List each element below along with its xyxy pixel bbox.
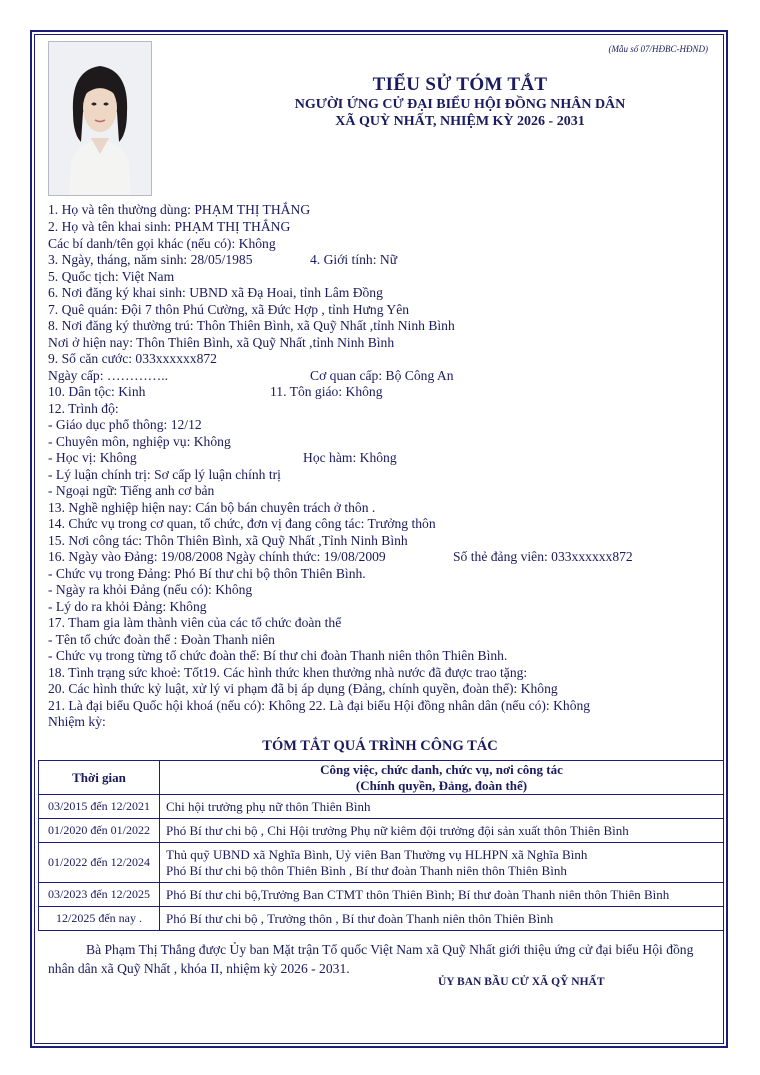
field-party-exit-date: - Ngày ra khỏi Đảng (nếu có): Không [48,582,253,597]
row-period: 03/2015 đến 12/2021 [39,795,160,819]
row-description: Phó Bí thư chi bộ , Chi Hội trưởng Phụ nữ kiêm đội trưởng đội sản xuất thôn Thiên Bình [160,819,724,843]
document-title [250,74,670,130]
field-permanent-residence: 8. Nơi đăng ký thường trú: Thôn Thiên Bình, xã Quỹ Nhất ,tỉnh Ninh Bình [48,318,455,333]
field-general-education: - Giáo dục phổ thông: 12/12 [48,417,202,432]
form-code: (Mẫu số 07/HĐBC-HĐND) [608,44,708,54]
field-academic-title: Học hàm: Không [303,450,397,465]
title-main: TIỂU SỬ TÓM TẮT [372,74,548,95]
row-description: Phó Bí thư chi bộ,Trưởng Ban CTMT thôn Thiên Bình; Bí thư đoàn Thanh niên thôn Thiên Bình [160,883,724,907]
field-foreign-language: - Ngoại ngữ: Tiếng anh cơ bản [48,483,215,498]
row-period: 01/2020 đến 01/2022 [39,819,160,843]
field-ethnicity: 10. Dân tộc: Kinh [48,384,146,399]
header-description [160,761,724,795]
table-row [39,795,724,819]
closing-statement: Bà Phạm Thị Thắng được Ủy ban Mặt trận Tổ quốc Việt Nam xã Quỹ Nhất giới thiệu ứng cử đại biểu Hội đồng nhân dân xã Quỹ Nhất , khóa II, nhiệm kỳ 2026 - 2031. [48,942,694,976]
row-period: 03/2023 đến 12/2025 [39,883,160,907]
field-delegate-status: 21. Là đại biểu Quốc hội khoá (nếu có): Không 22. Là đại biểu Hội đồng nhân dân (nếu có): Không [48,698,591,713]
field-party-card: Số thẻ đảng viên: 033xxxxxx872 [453,549,633,564]
row-description: Phó Bí thư chi bộ , Trưởng thôn , Bí thư đoàn Thanh niên thôn Thiên Bình [160,907,724,931]
field-organization-position: - Chức vụ trong từng tổ chức đoàn thể: Bí thư chi đoàn Thanh niên thôn Thiên Bình. [48,648,508,663]
candidate-photo [48,41,152,196]
table-row [39,883,724,907]
field-party-dates: 16. Ngày vào Đảng: 19/08/2008 Ngày chính thức: 19/08/2009 [48,549,386,564]
committee-signature: ỦY BAN BẦU CỬ XÃ QỸ NHẤT [438,976,605,988]
field-discipline: 20. Các hình thức kỷ luật, xử lý vi phạm đã bị áp dụng (Đảng, chính quyền, đoàn thể): Không [48,681,558,696]
row-description-line1: Thủ quỹ UBND xã Nghĩa Bình, Uỷ viên Ban Thường vụ HLHPN xã Nghĩa Bình [166,846,588,862]
field-term: Nhiệm kỳ: [48,714,106,729]
field-workplace: 15. Nơi công tác: Thôn Thiên Bình, xã Quỹ Nhất ,Tỉnh Ninh Bình [48,533,408,548]
row-period: 12/2025 đến nay . [39,907,160,931]
field-degree: - Học vị: Không [48,450,137,465]
table-row [39,907,724,931]
title-line2: NGƯỜI ỨNG CỬ ĐẠI BIỂU HỘI ĐỒNG NHÂN DÂN [294,97,626,112]
field-organizations: 17. Tham gia làm thành viên của các tổ chức đoàn thể [48,615,342,630]
field-gender: 4. Giới tính: Nữ [310,252,398,267]
field-occupation: 13. Nghề nghiệp hiện nay: Cán bộ bán chuyên trách ở thôn . [48,500,376,515]
field-common-name: 1. Họ và tên thường dùng: PHẠM THỊ THẮNG [48,202,311,217]
field-political-theory: - Lý luận chính trị: Sơ cấp lý luận chính trị [48,467,281,482]
header-period: Thời gian [39,761,160,795]
field-nationality: 5. Quốc tịch: Việt Nam [48,269,175,284]
portrait-image [49,42,151,195]
field-id-number: 9. Số căn cước: 033xxxxxx872 [48,351,217,366]
work-history-table [38,760,724,931]
work-history-title: TÓM TẮT QUÁ TRÌNH CÔNG TÁC [262,738,498,754]
field-birth-registration: 6. Nơi đăng ký khai sinh: UBND xã Đạ Hoai, tỉnh Lâm Đồng [48,285,383,300]
row-description [160,843,724,883]
field-aliases: Các bí danh/tên gọi khác (nếu có): Không [48,236,276,251]
field-birth-name: 2. Họ và tên khai sinh: PHẠM THỊ THẮNG [48,219,291,234]
field-party-exit-reason: - Lý do ra khỏi Đảng: Không [48,599,207,614]
field-organization-name: - Tên tổ chức đoàn thể : Đoàn Thanh niên [48,632,275,647]
field-birth-date: 3. Ngày, tháng, năm sinh: 28/05/1985 [48,252,253,267]
field-education-heading: 12. Trình độ: [48,401,119,416]
field-health-awards: 18. Tình trạng sức khoẻ: Tốt19. Các hình thức khen thưởng nhà nước đã được trao tặng: [48,665,528,680]
header-description-line1: Công việc, chức danh, chức vụ, nơi công tác [320,761,563,777]
header-description-line2: (Chính quyền, Đảng, đoàn thể) [355,777,528,793]
field-issue-date: Ngày cấp: ………….. [48,368,169,383]
field-religion: 11. Tôn giáo: Không [270,384,383,399]
row-period: 01/2022 đến 12/2024 [39,843,160,883]
row-description-line2: Phó Bí thư chi bộ thôn Thiên Bình , Bí thư đoàn Thanh niên thôn Thiên Bình [166,862,567,878]
table-row [39,843,724,883]
field-position: 14. Chức vụ trong cơ quan, tổ chức, đơn vị đang công tác: Trưởng thôn [48,516,436,531]
row-description: Chi hội trưởng phụ nữ thôn Thiên Bình [160,795,724,819]
field-issuing-authority: Cơ quan cấp: Bộ Công An [310,368,454,383]
field-party-position: - Chức vụ trong Đảng: Phó Bí thư chi bộ thôn Thiên Bình. [48,566,366,581]
table-row [39,819,724,843]
title-line3: XÃ QUỲ NHẤT, NHIỆM KỲ 2026 - 2031 [335,114,585,129]
table-header-row [39,761,724,795]
field-specialization: - Chuyên môn, nghiệp vụ: Không [48,434,231,449]
field-current-residence: Nơi ở hiện nay: Thôn Thiên Bình, xã Quỹ Nhất ,tỉnh Ninh Bình [48,335,395,350]
field-hometown: 7. Quê quán: Đội 7 thôn Phú Cường, xã Đức Hợp , tỉnh Hưng Yên [48,302,410,317]
